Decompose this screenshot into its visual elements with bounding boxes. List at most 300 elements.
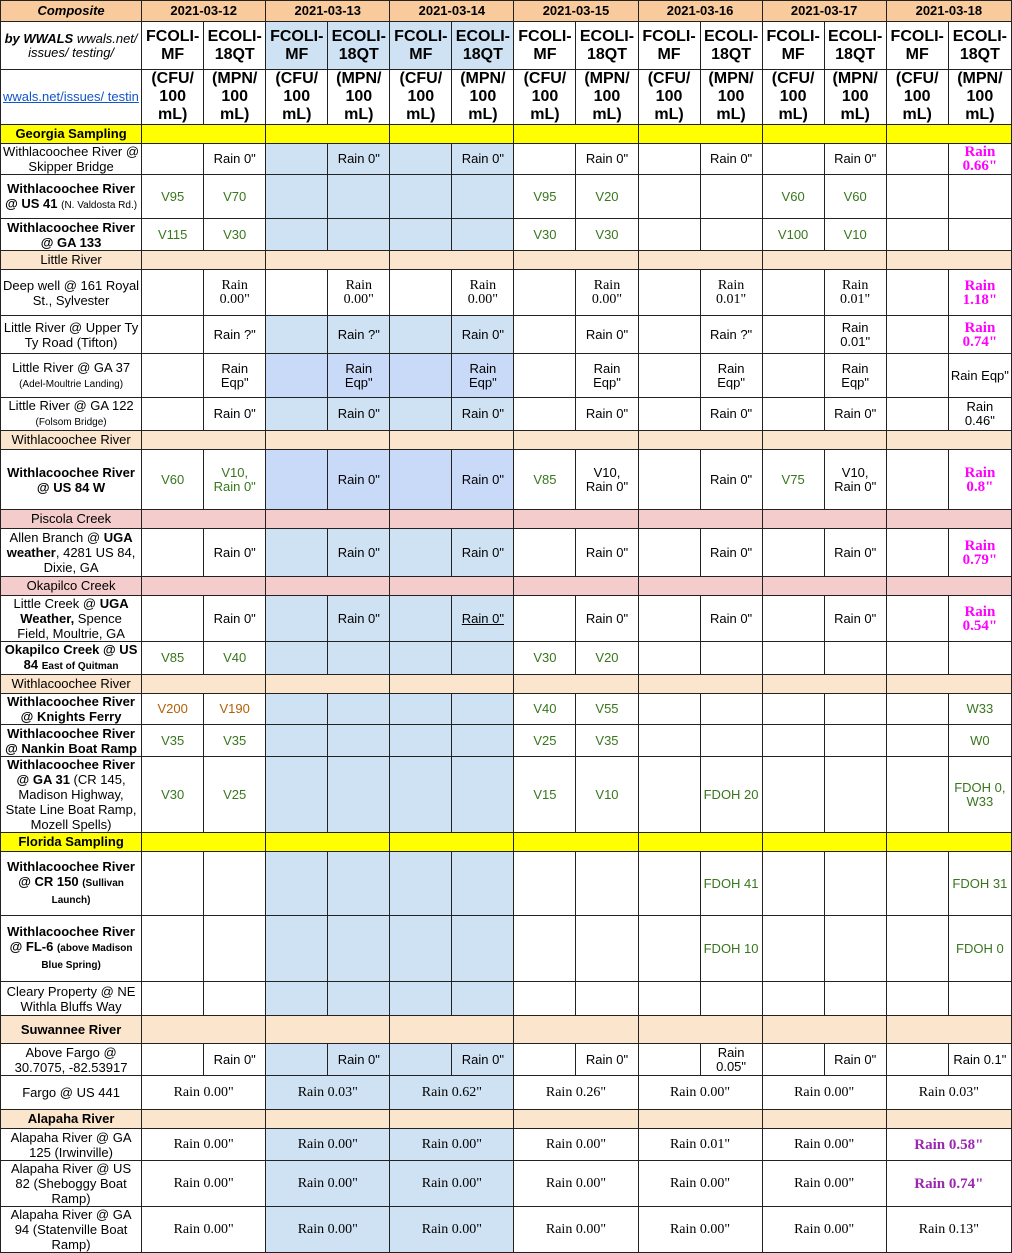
data-cell: Rain 0" [824,1044,886,1076]
data-cell [204,982,266,1016]
data-cell [390,175,452,219]
data-cell: Rain 0.01" [638,1129,762,1161]
table-row [1,757,1012,833]
site-name: Withlacoochee River @ CR 150 (Sullivan Launch) [1,852,142,916]
data-cell: Rain 0.01" [700,270,762,316]
data-cell: Rain 0.03" [266,1076,390,1110]
table-row [1,270,1012,316]
unit-cfu: (CFU/ 100 mL) [142,70,204,125]
data-cell: Rain ?" [328,316,390,354]
param-ecoli: ECOLI-18QT [204,22,266,70]
section-row [1,431,1012,450]
data-cell [638,916,700,982]
data-cell: Rain 0.62" [390,1076,514,1110]
data-cell [142,398,204,431]
data-cell [638,725,700,757]
corner-subtitle: by WWALS wwals.net/ issues/ testing/ [1,22,142,70]
data-cell: Rain Eqp" [328,354,390,398]
data-cell [266,144,328,175]
data-cell [886,694,948,725]
data-cell [452,757,514,833]
data-cell: V60 [824,175,886,219]
data-cell [700,982,762,1016]
unit-mpn: (MPN/ 100 mL) [948,70,1011,125]
data-cell [886,354,948,398]
data-cell: V95 [142,175,204,219]
data-cell [638,144,700,175]
param-ecoli: ECOLI-18QT [700,22,762,70]
data-cell: Rain 0" [576,596,638,642]
site-name: Fargo @ US 441 [1,1076,142,1110]
data-cell: Rain 0.79" [948,529,1011,577]
data-cell [762,982,824,1016]
data-cell: Rain 0" [700,144,762,175]
section-label: Withlacoochee River [1,431,142,450]
table-row [1,398,1012,431]
data-cell: Rain 0" [452,596,514,642]
date-header: 2021-03-16 [638,1,762,22]
site-name: Withlacoochee River @ GA 31 (CR 145, Madison Highway, State Line Boat Ramp, Mozell Spells) [1,757,142,833]
param-fcoli: FCOLI-MF [390,22,452,70]
data-cell [452,852,514,916]
data-cell: Rain 0.54" [948,596,1011,642]
data-cell [886,852,948,916]
data-cell [638,852,700,916]
data-cell: FDOH 31 [948,852,1011,916]
data-cell [266,642,328,675]
data-cell [886,982,948,1016]
data-cell: Rain ?" [700,316,762,354]
data-cell [452,694,514,725]
table-row [1,316,1012,354]
data-cell: V115 [142,219,204,251]
data-cell [266,270,328,316]
data-cell [328,982,390,1016]
data-cell: Rain Eqp" [452,354,514,398]
data-cell [328,725,390,757]
data-cell [266,450,328,510]
param-ecoli: ECOLI-18QT [824,22,886,70]
site-name: Withlacoochee River @ US 84 W [1,450,142,510]
table-row [1,982,1012,1016]
table-row [1,450,1012,510]
site-name: Little River @ Upper Ty Ty Road (Tifton) [1,316,142,354]
param-fcoli: FCOLI-MF [886,22,948,70]
date-header: 2021-03-12 [142,1,266,22]
data-cell [328,175,390,219]
section-label: Piscola Creek [1,510,142,529]
data-cell [142,316,204,354]
data-cell: V10 [824,219,886,251]
data-cell: Rain 0.00" [142,1207,266,1253]
data-cell: Rain 0.00" [638,1076,762,1110]
section-row [1,577,1012,596]
data-cell: Rain 0" [204,1044,266,1076]
data-cell [762,642,824,675]
data-cell [824,694,886,725]
data-cell: V35 [142,725,204,757]
data-cell [886,916,948,982]
site-name: Deep well @ 161 Royal St., Sylvester [1,270,142,316]
data-cell: V30 [204,219,266,251]
data-cell [266,175,328,219]
data-cell: W0 [948,725,1011,757]
data-cell [390,725,452,757]
table-row [1,916,1012,982]
data-cell: V20 [576,175,638,219]
data-cell [638,757,700,833]
data-cell [266,694,328,725]
data-cell [328,916,390,982]
param-fcoli: FCOLI-MF [762,22,824,70]
section-label: Alapaha River [1,1110,142,1129]
data-cell [514,529,576,577]
site-name: Withlacoochee River @ FL-6 (above Madison Blue Spring) [1,916,142,982]
data-cell [266,916,328,982]
data-cell: V85 [514,450,576,510]
data-cell [142,1044,204,1076]
data-cell [638,398,700,431]
data-cell: V30 [576,219,638,251]
section-label: Withlacoochee River [1,675,142,694]
data-cell: Rain 0.00" [762,1076,886,1110]
data-cell: Rain 0" [824,596,886,642]
data-cell [390,642,452,675]
data-cell [452,725,514,757]
data-cell: Rain 0" [452,316,514,354]
data-cell [638,354,700,398]
data-cell [328,642,390,675]
unit-mpn: (MPN/ 100 mL) [576,70,638,125]
data-cell: Rain 0.00" [204,270,266,316]
date-header-row [1,1,1012,22]
data-cell [638,270,700,316]
data-cell [824,916,886,982]
table-row [1,725,1012,757]
data-cell: Rain 0.74" [886,1161,1011,1207]
data-cell: V95 [514,175,576,219]
param-fcoli: FCOLI-MF [142,22,204,70]
data-cell: V75 [762,450,824,510]
wwals-link[interactable]: wwals.net/issues/ testin [1,70,142,125]
site-name: Okapilco Creek @ US 84 East of Quitman [1,642,142,675]
data-cell: Rain 0.00" [266,1129,390,1161]
data-cell [762,398,824,431]
section-row [1,675,1012,694]
data-cell: Rain 0" [700,596,762,642]
data-cell [390,596,452,642]
data-cell: V10 [576,757,638,833]
data-cell: Rain 0" [700,529,762,577]
data-cell [266,219,328,251]
unit-cfu: (CFU/ 100 mL) [514,70,576,125]
table-row [1,529,1012,577]
data-cell [328,219,390,251]
data-cell [266,725,328,757]
data-cell [390,450,452,510]
data-cell [390,316,452,354]
site-name: Withlacoochee River @ Skipper Bridge [1,144,142,175]
data-cell: FDOH 41 [700,852,762,916]
table-row [1,219,1012,251]
data-cell: Rain 0" [204,596,266,642]
data-cell: Rain 0" [824,398,886,431]
section-row [1,1110,1012,1129]
data-cell: Rain 0.03" [886,1076,1011,1110]
section-row [1,1016,1012,1044]
data-cell: Rain 0.00" [142,1161,266,1207]
data-cell [886,175,948,219]
data-cell [142,596,204,642]
date-header: 2021-03-18 [886,1,1011,22]
site-name: Allen Branch @ UGA weather, 4281 US 84, Dixie, GA [1,529,142,577]
data-cell: V60 [762,175,824,219]
data-cell: Rain 0" [328,144,390,175]
data-cell [824,757,886,833]
data-cell: Rain 0.00" [576,270,638,316]
param-ecoli: ECOLI-18QT [328,22,390,70]
site-name: Withlacoochee River @ GA 133 [1,219,142,251]
date-header: 2021-03-15 [514,1,638,22]
data-cell: Rain 0.46" [948,398,1011,431]
unit-cfu: (CFU/ 100 mL) [762,70,824,125]
data-cell: Rain 0.01" [824,316,886,354]
data-cell [514,596,576,642]
data-cell [886,596,948,642]
data-cell [824,852,886,916]
data-cell: Rain 0" [204,529,266,577]
table-row [1,1129,1012,1161]
data-cell: FDOH 20 [700,757,762,833]
table-row [1,144,1012,175]
data-cell: Rain Eqp" [948,354,1011,398]
data-cell [514,144,576,175]
data-cell: Rain 0.1" [948,1044,1011,1076]
data-cell: Rain 0" [576,144,638,175]
data-cell [142,529,204,577]
data-cell [824,725,886,757]
data-cell: V40 [204,642,266,675]
data-cell [328,757,390,833]
site-name: Little River @ GA 37 (Adel-Moultrie Landing) [1,354,142,398]
section-row [1,251,1012,270]
data-cell [762,596,824,642]
data-cell [700,694,762,725]
param-ecoli: ECOLI-18QT [576,22,638,70]
data-cell: Rain 0" [700,398,762,431]
data-cell [638,596,700,642]
data-cell: Rain 0" [452,144,514,175]
data-cell [514,354,576,398]
data-cell [762,757,824,833]
data-cell: Rain 0.00" [452,270,514,316]
corner-title: Composite [1,1,142,22]
data-cell: W33 [948,694,1011,725]
data-cell [142,982,204,1016]
data-cell [390,916,452,982]
table-row [1,175,1012,219]
data-cell [762,144,824,175]
data-cell [638,694,700,725]
data-cell: V35 [204,725,266,757]
data-cell: Rain 0.13" [886,1207,1011,1253]
data-cell: Rain 0.00" [328,270,390,316]
site-name: Withlacoochee River @ US 41 (N. Valdosta Rd.) [1,175,142,219]
data-cell: Rain 1.18" [948,270,1011,316]
data-cell [266,1044,328,1076]
data-cell: Rain 0" [452,450,514,510]
data-cell [452,982,514,1016]
data-cell [638,219,700,251]
data-cell: V35 [576,725,638,757]
data-cell: Rain 0.00" [142,1076,266,1110]
data-cell [390,1044,452,1076]
data-cell: V25 [204,757,266,833]
data-cell: FDOH 0 [948,916,1011,982]
data-cell: Rain 0.26" [514,1076,638,1110]
data-cell [638,316,700,354]
data-cell [886,450,948,510]
table-row [1,1044,1012,1076]
data-cell: Rain 0.00" [266,1207,390,1253]
data-cell [886,529,948,577]
data-cell [762,916,824,982]
data-cell [390,219,452,251]
param-ecoli: ECOLI-18QT [452,22,514,70]
data-cell [514,398,576,431]
data-cell: Rain 0.00" [638,1161,762,1207]
data-cell: Rain 0.00" [638,1207,762,1253]
data-cell: Rain 0.00" [390,1207,514,1253]
data-cell: Rain 0" [576,1044,638,1076]
data-cell [886,270,948,316]
data-cell: FDOH 10 [700,916,762,982]
data-cell [638,450,700,510]
data-cell: Rain 0.00" [762,1129,886,1161]
data-cell: V70 [204,175,266,219]
data-cell [266,316,328,354]
data-cell: Rain 0.00" [762,1207,886,1253]
data-cell: V40 [514,694,576,725]
data-cell [886,1044,948,1076]
param-ecoli: ECOLI-18QT [948,22,1011,70]
data-cell: V200 [142,694,204,725]
site-name: Alapaha River @ GA 125 (Irwinville) [1,1129,142,1161]
site-name: Above Fargo @ 30.7075, -82.53917 [1,1044,142,1076]
param-fcoli: FCOLI-MF [266,22,328,70]
data-cell: Rain 0.00" [514,1207,638,1253]
data-cell: Rain Eqp" [576,354,638,398]
data-cell [266,529,328,577]
data-cell: Rain 0.00" [514,1129,638,1161]
data-cell: V100 [762,219,824,251]
data-cell [452,916,514,982]
data-cell: Rain 0" [824,529,886,577]
unit-mpn: (MPN/ 100 mL) [328,70,390,125]
section-label: Okapilco Creek [1,577,142,596]
data-cell [700,642,762,675]
site-name: Alapaha River @ GA 94 (Statenville Boat Ramp) [1,1207,142,1253]
param-fcoli: FCOLI-MF [638,22,700,70]
data-cell [762,725,824,757]
data-cell: Rain 0" [328,529,390,577]
data-cell [390,852,452,916]
data-cell [886,757,948,833]
data-cell: V10, Rain 0" [204,450,266,510]
data-cell [266,757,328,833]
table-row [1,596,1012,642]
data-cell: V10, Rain 0" [824,450,886,510]
data-cell [824,982,886,1016]
table-row [1,694,1012,725]
data-cell [390,398,452,431]
data-cell [390,270,452,316]
table-row [1,1161,1012,1207]
data-cell [514,852,576,916]
date-header: 2021-03-17 [762,1,886,22]
data-cell: V30 [514,219,576,251]
data-cell: Rain 0" [328,450,390,510]
data-cell [328,852,390,916]
data-cell [328,694,390,725]
unit-mpn: (MPN/ 100 mL) [204,70,266,125]
data-cell [204,852,266,916]
data-cell: Rain 0.00" [762,1161,886,1207]
data-cell [948,175,1011,219]
data-cell: Rain 0.58" [886,1129,1011,1161]
data-cell [762,1044,824,1076]
data-cell [948,982,1011,1016]
data-cell [762,354,824,398]
data-cell [266,398,328,431]
data-cell: Rain 0.00" [390,1129,514,1161]
data-cell [886,219,948,251]
unit-mpn: (MPN/ 100 mL) [452,70,514,125]
site-name: Withlacoochee River @ Nankin Boat Ramp [1,725,142,757]
data-cell [700,725,762,757]
data-cell [142,916,204,982]
data-cell: Rain 0.05" [700,1044,762,1076]
data-cell: Rain 0.00" [514,1161,638,1207]
data-cell: V10, Rain 0" [576,450,638,510]
data-cell: Rain Eqp" [204,354,266,398]
unit-mpn: (MPN/ 100 mL) [700,70,762,125]
data-cell [886,316,948,354]
data-cell: Rain 0" [700,450,762,510]
data-cell [452,642,514,675]
data-cell: Rain 0" [824,144,886,175]
data-cell [886,398,948,431]
data-cell: Rain 0" [576,529,638,577]
section-label: Georgia Sampling [1,125,142,144]
unit-cfu: (CFU/ 100 mL) [390,70,452,125]
data-cell [266,852,328,916]
data-cell [390,354,452,398]
section-label: Suwannee River [1,1016,142,1044]
data-cell [762,529,824,577]
data-cell [886,725,948,757]
data-cell [514,316,576,354]
data-cell [142,852,204,916]
data-cell: Rain 0" [452,529,514,577]
data-cell: Rain 0" [452,1044,514,1076]
data-cell: Rain 0" [576,398,638,431]
data-cell: V15 [514,757,576,833]
param-fcoli: FCOLI-MF [514,22,576,70]
data-cell: Rain 0" [328,596,390,642]
data-cell: Rain 0.66" [948,144,1011,175]
data-cell [576,982,638,1016]
